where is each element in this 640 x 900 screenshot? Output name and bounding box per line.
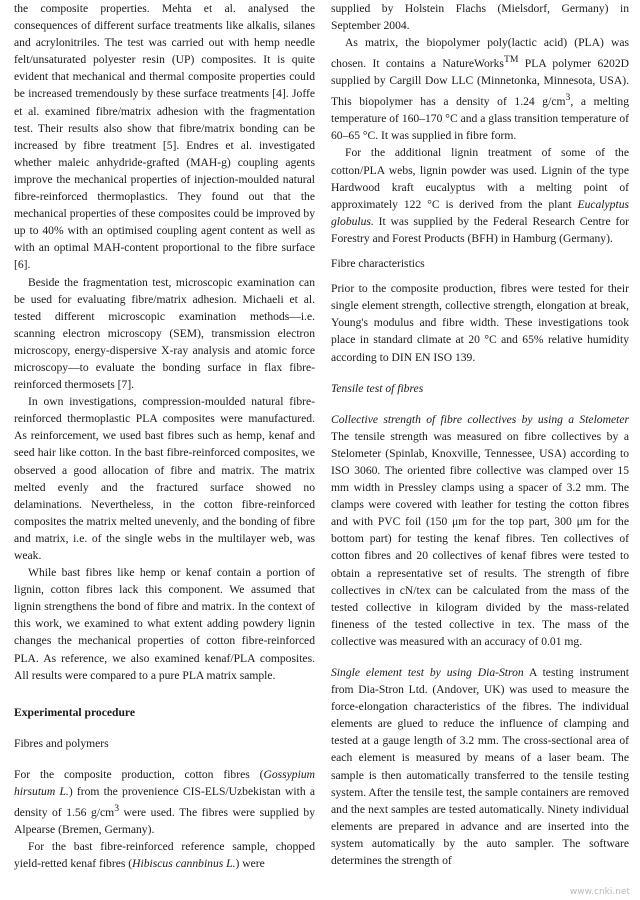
text-segment: The tensile strength was measured on fibre collectives by a Stelometer (Spinlab, Knoxville, Tennessee, USA) according to ISO 3060. The oriented fibre collective was clamped over 15 mm width in Pressley clamps using a spacer of 3.2 mm. The clamps were covered with leather for testing the cotton fibres and with PVC foil (150 μm for the top part, 300 μm for the bottom part) for testing the kenaf fibres. Ten collectives of cotton fibres and 20 collectives of kenaf fibres were tested to obtain a representative set of results. The strength of fibre collectives in cN/tex can be calculated from the mass of the tested collective in kilogram divided by the mass-related fineness of the tested collective in tex. The mass of the collective was measured with an accuracy of 0.01 mg. bbox=[331, 429, 629, 648]
text-segment: PLA polymer 6202D supplied by Cargill Dow LLC (Minnetonka, Minnesota, USA). This biopolymer has a density of 1.24 g/cm bbox=[331, 57, 629, 109]
superscript: 3 bbox=[114, 803, 120, 815]
paragraph-stelometer bbox=[331, 411, 629, 650]
paragraph-dia-stron bbox=[331, 664, 629, 869]
species-name-eucalyptus: Eucalyptus globulus. bbox=[331, 197, 629, 228]
heading-tensile-test: Tensile test of fibres bbox=[331, 381, 424, 395]
watermark: www.cnki.net bbox=[569, 887, 630, 897]
text-segment: A testing instrument from Dia-Stron Ltd. (Andover, UK) was used to measure the force-elongation characteristics of the fibres. The individual elements are glued to reduce the influence of clamping and tested at a gauge length of 3.2 mm. The cross-sectional area of each element is measured by means of a laser beam. The sample is then automatically transferred to the tensile testing system. After the tensile test, the sample containers are removed and the next samples are tested automatically. Ninety individual elements are prepared in advance and are inserted into the system automatically by the auto sampler. The software determines the strength of bbox=[331, 666, 629, 868]
paragraph-supplier: supplied by Holstein Flachs (Mielsdorf, Germany) in September 2004. bbox=[331, 2, 629, 33]
paragraph-lignin-treatment bbox=[331, 144, 629, 247]
paragraph-surface-treatments: the composite properties. Mehta et al. analysed the consequences of different surface treatments like alkalis, silanes and acrylonitriles. The test was carried out with hemp needle felt/unsaturated polyester resin (UP) composites. It is quite evident that mechanical and thermal composite properties could be increased tremendously by these surface treatments [4]. Joffe et al. examined fibre/matrix adhesion with the fragmentation test. Their results also show that fibre/matrix bonding can be increased by fibre treatment [5]. Endres et al. investigated whether maleic anhydride-grafted (MAH-g) coupling agents improve the mechanical properties of injection-moulded natural fibre-reinforced thermoplastics. They found out that the mechanical properties of these composites could be improved by up to 40% with an optimised coupling agent content as well as with an optimal MAH-content proportional to the fibre surface [6]. bbox=[14, 2, 315, 272]
text-segment: It was supplied by the Federal Research Centre for Forestry and Forest Products (BFH) in Hamburg (Germany). bbox=[331, 214, 629, 245]
paragraph-fibre-testing: Prior to the composite production, fibres were tested for their single element strength, collective strength, elongation at break, Young's modulus and fibre width. These investigations took place in standard climate at 20 °C and 65% relative humidity according to DIN EN ISO 139. bbox=[331, 282, 629, 364]
text-segment: , a melting temperature of 160–170 °C and a glass transition temperature of 60–65 °C. It was supplied in fibre form. bbox=[331, 95, 629, 143]
text-segment: As matrix, the biopolymer poly(lactic acid) (PLA) was chosen. It contains a NatureWorks bbox=[331, 36, 629, 71]
heading-experimental-procedure: Experimental procedure bbox=[14, 705, 135, 719]
paragraph-own-investigations: In own investigations, compression-moulded natural fibre-reinforced thermoplastic PLA composites were manufactured. As reinforcement, we used bast fibres such as hemp, kenaf and seed hair like cotton. In the bast fibre-reinforced composites, we observed a good allocation of fibre and matrix. The matrix melted evenly and the fractured surface showed no delaminations. Nevertheless, in the cotton fibre-reinforced composites the matrix melted unevenly, and the bonding of fibre and matrix, i.e. of the single webs in the multilayer web, was weak. bbox=[14, 395, 315, 562]
text-segment: For the composite production, cotton fibres ( bbox=[14, 767, 264, 781]
species-name-kenaf: Hibiscus cannbinus L. bbox=[132, 857, 236, 871]
subheading-stelometer: Collective strength of fibre collectives by using a Stelometer bbox=[331, 412, 629, 426]
right-column bbox=[331, 0, 629, 869]
text-segment: ) were bbox=[235, 857, 265, 871]
superscript: 3 bbox=[565, 92, 571, 104]
text-segment: were used. The fibres were supplied by Alpearse (Bremen, Germany). bbox=[14, 805, 315, 837]
heading-fibre-characteristics: Fibre characteristics bbox=[331, 257, 425, 271]
paragraph-microscopic-examination: Beside the fragmentation test, microscopic examination can be used for evaluating fibre/matrix adhesion. Michaeli et al. tested different microscopic examination methods—i.e. scanning electron microscopy (SEM), transmission electron microscopy, energy-dispersive X-ray analysis and atomic force microscopy—to evaluate the bonding surface in flax fibre-reinforced thermosets [7]. bbox=[14, 275, 315, 392]
text-segment: ) from the provenience CIS-ELS/Uzbekistan with a density of 1.56 g/cm bbox=[14, 785, 316, 819]
paragraph-kenaf-fibres bbox=[14, 838, 315, 872]
left-column bbox=[14, 0, 315, 872]
species-name-cotton: Gossypium hirsutum L. bbox=[14, 767, 315, 799]
subheading-dia-stron: Single element test by using Dia-Stron bbox=[331, 666, 524, 679]
paragraph-cotton-fibres bbox=[14, 766, 315, 838]
text-segment: For the additional lignin treatment of some of the cotton/PLA webs, lignin powder was used. Lignin of the type Hardwood kraft eucalyptus with a melting point of approximately 122 °C is derived from the plant bbox=[331, 146, 629, 211]
heading-fibres-and-polymers: Fibres and polymers bbox=[14, 736, 109, 750]
text-segment: For the bast fibre-reinforced reference sample, chopped yield-retted kenaf fibres ( bbox=[14, 840, 315, 871]
paragraph-pla-matrix bbox=[331, 34, 629, 144]
paragraph-lignin-hypothesis: While bast fibres like hemp or kenaf contain a portion of lignin, cotton fibres lack this component. We assumed that lignin strengthens the bond of fibre and matrix. In the context of this work, we examined to what extent adding powdery lignin changes the mechanical properties of cotton fibre-reinforced PLA. As reference, we also examined kenaf/PLA composites. All results were compared to a pure PLA matrix sample. bbox=[14, 566, 315, 682]
trademark-superscript: TM bbox=[503, 54, 519, 66]
